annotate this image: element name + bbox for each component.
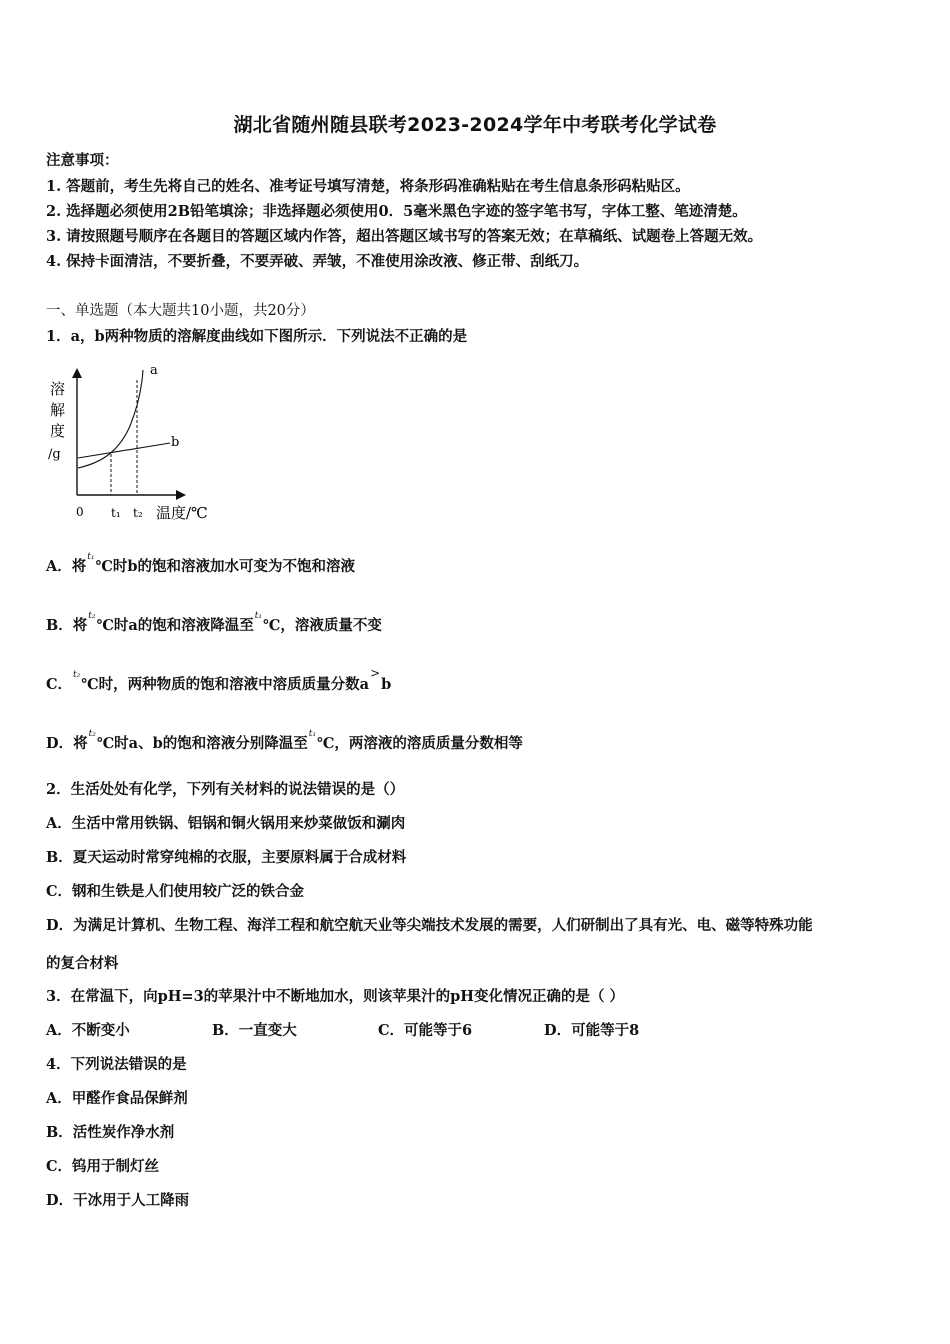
q1-b-temp: t₂ xyxy=(88,611,96,621)
t2-label: t₂ xyxy=(133,506,143,520)
q1-c-text: ℃时，两种物质的饱和溶液中溶质质量分数a xyxy=(81,676,370,693)
q3-options xyxy=(46,1022,639,1040)
notice-item-4: 4. 保持卡面清洁，不要折叠，不要弄破、弄皱，不准使用涂改液、修正带、刮纸刀。 xyxy=(46,253,589,270)
q1-d-temp: t₂ xyxy=(88,729,96,739)
q1-c-temp: t₂ xyxy=(73,670,81,680)
q1-option-a xyxy=(46,552,356,578)
q4-option-d: D．干冰用于人工降雨 xyxy=(46,1192,190,1209)
q3-stem: 3．在常温下，向pH=3的苹果汁中不断地加水，则该苹果汁的pH变化情况正确的是（ ） xyxy=(46,988,625,1005)
q1-b-prefix: B．将 xyxy=(46,617,88,634)
curve-a xyxy=(78,370,143,468)
q3-option-a: A．不断变小 xyxy=(46,1022,130,1039)
q1-c-gt: > xyxy=(370,666,381,680)
q1-d-text2: ℃，两溶液的溶质质量分数相等 xyxy=(316,735,523,752)
q4-option-a: A．甲醛作食品保鲜剂 xyxy=(46,1090,188,1107)
q4-stem: 4．下列说法错误的是 xyxy=(46,1056,187,1073)
q2-option-b: B．夏天运动时常穿纯棉的衣服，主要原料属于合成材料 xyxy=(46,849,407,866)
q1-option-d xyxy=(46,729,523,755)
y-label-2: 解 xyxy=(50,401,66,419)
y-label-1: 溶 xyxy=(50,380,66,398)
line-b xyxy=(78,443,170,458)
q3-option-b: B．一直变大 xyxy=(212,1022,297,1039)
q1-c-text2: b xyxy=(381,676,392,693)
q2-option-d-line2: 的复合材料 xyxy=(46,955,119,972)
q1-b-text: ℃时a的饱和溶液降温至 xyxy=(96,617,254,634)
y-axis-arrow-icon xyxy=(72,368,82,378)
q3-option-c: C．可能等于6 xyxy=(378,1022,473,1039)
notice-item-3: 3. 请按照题号顺序在各题目的答题区域内作答，超出答题区域书写的答案无效；在草稿纸、试题卷上答题无效。 xyxy=(46,228,763,245)
q1-c-prefix: C． xyxy=(46,676,73,693)
q1-d-text: ℃时a、b的饱和溶液分别降温至 xyxy=(96,735,308,752)
q1-a-text: ℃时b的饱和溶液加水可变为不饱和溶液 xyxy=(95,558,356,575)
q1-option-c xyxy=(46,666,392,696)
q2-option-d-line1: D．为满足计算机、生物工程、海洋工程和航空航天业等尖端技术发展的需要，人们研制出了具有光、电、磁等特殊功能 xyxy=(46,917,813,934)
line-b-label: b xyxy=(171,435,180,450)
page-title: 湖北省随州随县联考2023-2024学年中考联考化学试卷 xyxy=(233,114,717,136)
notice-heading: 注意事项： xyxy=(46,152,119,169)
solubility-graph xyxy=(40,358,230,528)
notice-item-2: 2. 选择题必须使用2B铅笔填涂；非选择题必须使用0．5毫米黑色字迹的签字笔书写，字体工整、笔迹清楚。 xyxy=(46,203,747,220)
notice-item-1: 1. 答题前，考生先将自己的姓名、准考证号填写清楚，将条形码准确粘贴在考生信息条形码粘贴区。 xyxy=(46,178,690,195)
q1-a-temp: t₁ xyxy=(87,552,95,562)
q1-stem: 1．a，b两种物质的溶解度曲线如下图所示．下列说法不正确的是 xyxy=(46,328,468,345)
q1-b-text2: ℃，溶液质量不变 xyxy=(263,617,382,634)
curve-a-label: a xyxy=(150,363,158,378)
x-axis-label: 温度/℃ xyxy=(156,504,208,522)
q4-option-b: B．活性炭作净水剂 xyxy=(46,1124,175,1141)
q2-option-a: A．生活中常用铁锅、铝锅和铜火锅用来炒菜做饭和涮肉 xyxy=(46,815,406,832)
q1-option-b xyxy=(46,611,382,637)
t1-label: t₁ xyxy=(111,506,121,520)
q1-a-prefix: A．将 xyxy=(46,558,87,575)
q3-option-d: D．可能等于8 xyxy=(544,1022,640,1039)
y-label-4: /g xyxy=(48,447,61,462)
q2-stem: 2．生活处处有化学，下列有关材料的说法错误的是（） xyxy=(46,781,405,798)
origin-label: 0 xyxy=(76,505,84,519)
q1-d-temp2: t₁ xyxy=(308,729,316,739)
q4-option-c: C．钨用于制灯丝 xyxy=(46,1158,160,1175)
section-heading: 一、单选题（本大题共10小题，共20分） xyxy=(46,303,315,319)
q2-option-c: C．钢和生铁是人们使用较广泛的铁合金 xyxy=(46,883,305,900)
y-label-3: 度 xyxy=(50,422,66,440)
x-axis-arrow-icon xyxy=(176,490,186,500)
q1-b-temp2: t₁ xyxy=(254,611,263,621)
q1-d-prefix: D．将 xyxy=(46,735,88,752)
